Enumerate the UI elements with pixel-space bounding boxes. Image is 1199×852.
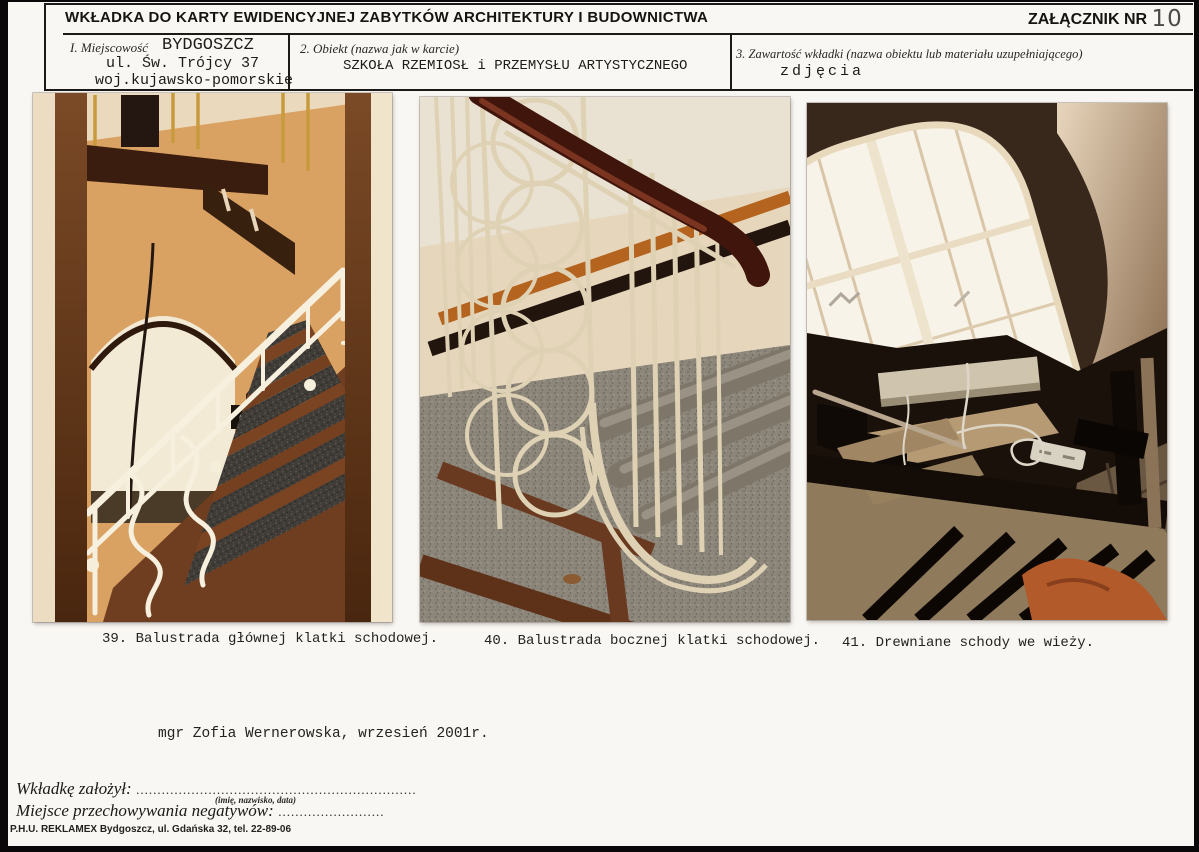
field-object-value: SZKOŁA RZEMIOSŁ i PRZEMYSŁU ARTYSTYCZNEGO	[343, 58, 688, 74]
attachment-number: 10	[1151, 6, 1183, 32]
field-location-city: BYDGOSZCZ	[162, 36, 254, 55]
card-title: WKŁADKA DO KARTY EWIDENCYJNEJ ZABYTKÓW ARCHITEKTURY I BUDOWNICTWA	[65, 9, 709, 26]
photo-main-staircase-image	[33, 93, 392, 622]
attachment-label: ZAŁĄCZNIK NR	[1028, 11, 1148, 28]
founder-dotted-line: ..................................................................	[136, 782, 417, 797]
photo-main-staircase	[33, 93, 392, 622]
founder-hint: (imię, nazwisko, data)	[215, 795, 297, 805]
field-contents-label: 3. Zawartość wkładki (nazwa obiektu lub materiału uzupełniającego)	[736, 47, 1083, 61]
photo-tower-stairs	[807, 103, 1167, 620]
field-contents-value: zdjęcia	[780, 63, 865, 80]
negatives-dotted-line: .........................	[278, 804, 385, 819]
photo-side-staircase-image	[420, 97, 790, 622]
negatives-label: Miejsce przechowywania negatywów:	[16, 801, 274, 820]
form-border-left	[44, 3, 46, 91]
form-divider-2	[730, 33, 732, 91]
field-location-street: ul. Św. Trójcy 37	[106, 55, 260, 72]
field-location-voivodeship: woj.kujawsko-pomorskie	[95, 72, 294, 89]
founder-label: Wkładkę założył:	[16, 779, 132, 798]
form-rule-under-header	[63, 33, 1193, 35]
field-location-label: I. Miejscowość	[70, 40, 148, 55]
print-shop-line: P.H.U. REKLAMEX Bydgoszcz, ul. Gdańska 32, tel. 22-89-06	[10, 824, 292, 835]
form-border-top	[44, 3, 1193, 5]
field-object-label: 2. Obiekt (nazwa jak w karcie)	[300, 41, 460, 56]
photo-side-staircase	[420, 97, 790, 622]
author-line: mgr Zofia Wernerowska, wrzesień 2001r.	[158, 726, 489, 742]
attachment-number-block	[1028, 6, 1183, 32]
form-rule-bottom	[44, 89, 1193, 91]
caption-photo-39: 39. Balustrada głównej klatki schodowej.	[102, 631, 439, 647]
caption-photo-40: 40. Balustrada bocznej klatki schodowej.	[484, 633, 821, 649]
photo-tower-stairs-image	[807, 103, 1167, 620]
caption-photo-41: 41. Drewniane schody we wieży.	[842, 635, 1095, 651]
footer-negatives-line	[16, 801, 384, 821]
